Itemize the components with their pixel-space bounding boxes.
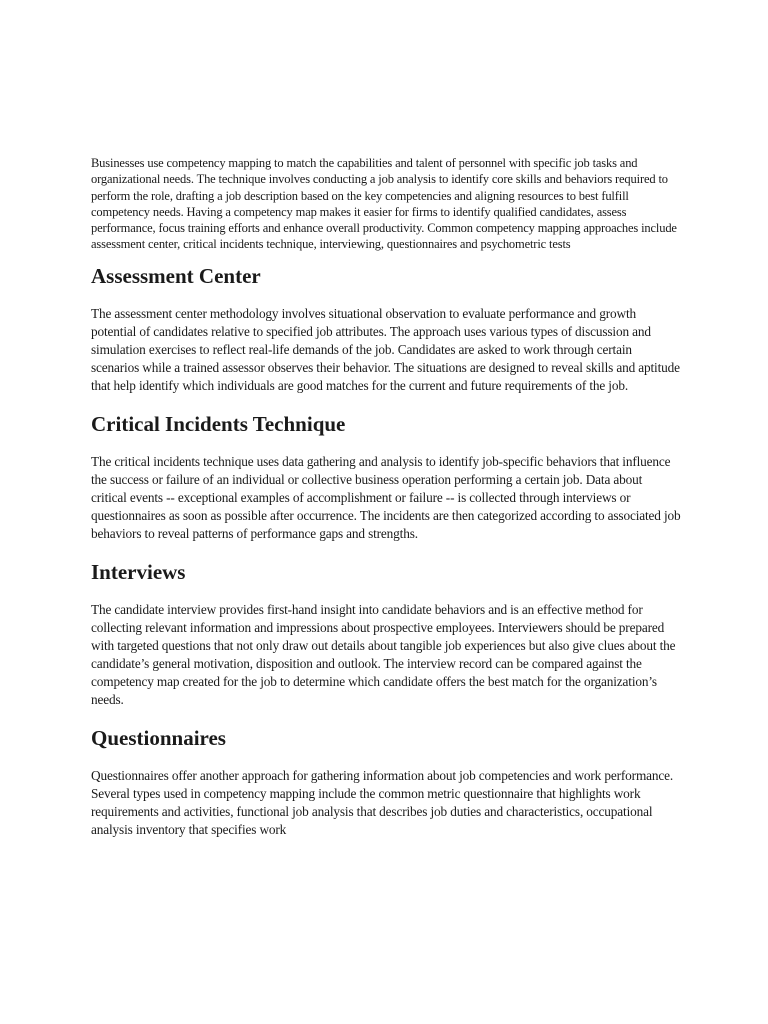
section-heading: Interviews: [91, 559, 186, 584]
intro-paragraph: Businesses use competency mapping to match the capabilities and talent of personnel with specific job tasks and organizational needs. The technique involves conducting a job analysis to identify core skills and behaviors required to perform the role, drafting a job description based on the key competencies and aligning resources to best fulfill competency needs. Having a competency map makes it easier for firms to identify qualified candidates, assess performance, focus training efforts and enhance overall productivity. Common competency mapping approaches include assessment center, critical incidents technique, interviewing, questionnaires and psychometric tests: [91, 156, 677, 252]
section-heading: Questionnaires: [91, 725, 226, 750]
section-questionnaires: [91, 725, 681, 839]
section-body: Questionnaires offer another approach for gathering information about job competencies and work performance. Several types used in competency mapping include the common metric questionnaire that highlights work requirements and activities, functional job analysis that describes job duties and characteristics, occupational analysis inventory that specifies work: [91, 767, 674, 837]
section-body: The candidate interview provides first-hand insight into candidate behaviors and is an effective method for collecting relevant information and impressions about prospective employees. Interviewers should be prepared with targeted questions that not only draw out details about tangible job experiences but also give clues about the candidate’s general motivation, disposition and outlook. The interview record can be compared against the competency map created for the job to determine which candidate offers the best match for the organization’s needs.: [91, 601, 676, 707]
section-heading: Critical Incidents Technique: [91, 411, 346, 436]
section-heading: Assessment Center: [91, 263, 261, 288]
section-assessment-center: [91, 263, 681, 395]
document-content: [91, 155, 681, 855]
section-body: The assessment center methodology involves situational observation to evaluate performance and growth potential of candidates relative to specified job attributes. The approach uses various types of discussion and simulation exercises to reflect real-life demands of the job. Candidates are asked to work through certain scenarios while a trained assessor observes their behavior. The situations are designed to reveal skills and aptitude that help identify which individuals are good matches for the current and future requirements of the job.: [91, 305, 680, 393]
section-body: The critical incidents technique uses data gathering and analysis to identify job-specific behaviors that influence the success or failure of an individual or collective business operation performing a certain job. Data about critical events -- exceptional examples of accomplishment or failure -- is collected through interviews or questionnaires as soon as possible after occurrence. The incidents are then categorized according to associated job behaviors to reveal patterns of performance gaps and strengths.: [91, 453, 681, 541]
section-critical-incidents-technique: [91, 411, 681, 543]
section-interviews: [91, 559, 681, 709]
